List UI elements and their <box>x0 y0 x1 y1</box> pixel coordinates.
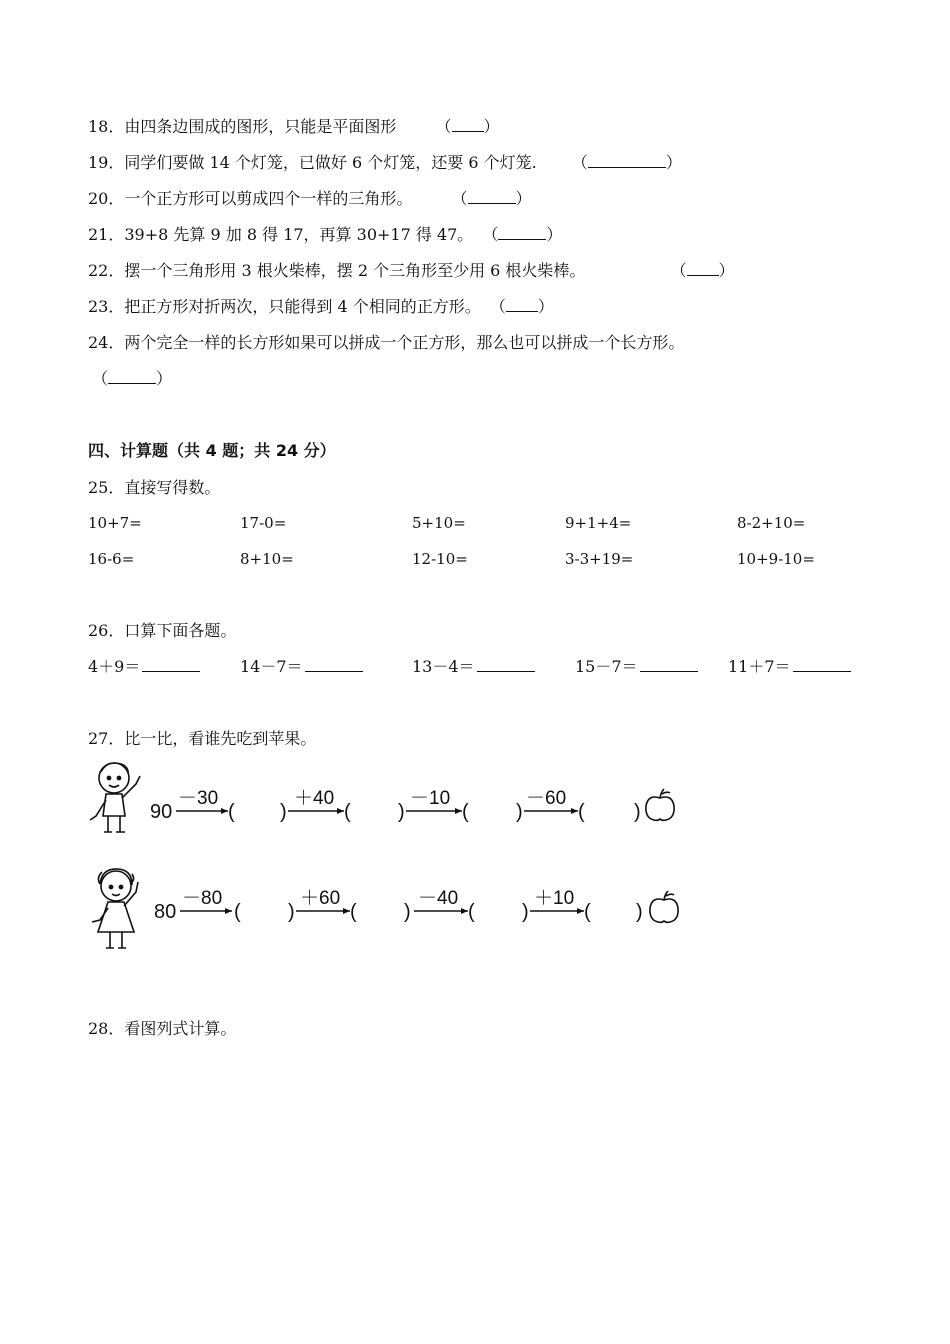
boy-start-number: 90 <box>150 801 173 823</box>
oral-calc-item: 4＋9＝ <box>88 656 200 678</box>
svg-text:＋40: ＋40 <box>294 788 335 809</box>
answer-paren[interactable]: （ ） <box>670 261 735 280</box>
question-19: 19．同学们要做 14 个灯笼，已做好 6 个灯笼，还要 6 个灯笼. （ ） <box>88 153 682 172</box>
step-op <box>526 788 566 809</box>
calc-item: 10+9-10= <box>737 550 815 568</box>
answer-paren[interactable]: （ ） <box>482 225 563 244</box>
question-23: 23．把正方形对折两次，只能得到 4 个相同的正方形。 （ ） <box>88 297 554 316</box>
svg-text:－10: －10 <box>410 788 451 809</box>
section-heading: 四、计算题（共 4 题；共 24 分） <box>88 441 336 460</box>
girl-start-number: 80 <box>154 901 177 923</box>
question-28-title: 28．看图列式计算。 <box>88 1019 237 1038</box>
question-20: 20．一个正方形可以剪成四个一样的三角形。 （ ） <box>88 189 532 208</box>
step-op <box>534 888 574 909</box>
answer-slot[interactable] <box>360 896 400 922</box>
svg-text:): ) <box>288 901 295 923</box>
answer-slot[interactable] <box>238 796 278 822</box>
question-25-title: 25．直接写得数。 <box>88 478 221 497</box>
calc-item: 12-10= <box>412 550 468 568</box>
answer-slot[interactable] <box>594 896 634 922</box>
answer-paren[interactable]: （ ） <box>489 297 554 316</box>
answer-blank[interactable] <box>477 657 535 672</box>
svg-text:＋10: ＋10 <box>534 888 575 909</box>
question-21: 21．39+8 先算 9 加 8 得 17，再算 30+17 得 47。 （ ） <box>88 225 563 244</box>
svg-text:): ) <box>634 801 641 823</box>
girl-chain <box>84 864 704 958</box>
answer-blank[interactable] <box>640 657 698 672</box>
svg-text:(: ( <box>350 901 357 923</box>
step-op <box>300 888 340 909</box>
svg-text:): ) <box>398 801 405 823</box>
oral-calc-item: 11＋7＝ <box>728 656 851 678</box>
answer-slot[interactable] <box>588 796 628 822</box>
boy-chain <box>84 758 704 848</box>
oral-calc-item: 15－7＝ <box>575 656 698 678</box>
svg-text:－80: －80 <box>182 888 223 909</box>
boy-figure-icon <box>90 763 140 832</box>
answer-paren[interactable]: （ ） <box>451 189 532 208</box>
calc-item: 10+7= <box>88 514 142 532</box>
svg-text:(: ( <box>344 801 351 823</box>
answer-paren[interactable]: （ ） <box>435 117 500 136</box>
calc-item: 16-6= <box>88 550 135 568</box>
answer-slot[interactable] <box>354 796 394 822</box>
girl-figure-icon <box>92 869 138 948</box>
oral-calc-item: 13－4＝ <box>412 656 535 678</box>
svg-text:): ) <box>522 901 529 923</box>
oral-calc-item: 14－7＝ <box>240 656 363 678</box>
step-op <box>294 788 334 809</box>
calc-item: 5+10= <box>412 514 466 532</box>
calc-item: 3-3+19= <box>565 550 634 568</box>
svg-text:(: ( <box>584 901 591 923</box>
answer-slot[interactable] <box>244 896 284 922</box>
svg-text:＋60: ＋60 <box>300 888 341 909</box>
answer-slot[interactable] <box>478 896 518 922</box>
svg-text:): ) <box>636 901 643 923</box>
svg-text:(: ( <box>578 801 585 823</box>
svg-text:(: ( <box>234 901 241 923</box>
svg-text:): ) <box>404 901 411 923</box>
question-22: 22．摆一个三角形用 3 根火柴棒，摆 2 个三角形至少用 6 根火柴棒。 （ ） <box>88 261 735 280</box>
svg-text:): ) <box>280 801 287 823</box>
svg-text:(: ( <box>468 901 475 923</box>
answer-blank[interactable] <box>793 657 851 672</box>
svg-text:): ) <box>516 801 523 823</box>
apple-icon <box>646 789 674 820</box>
calc-item: 17-0= <box>240 514 287 532</box>
svg-text:(: ( <box>228 801 235 823</box>
question-18: 18．由四条边围成的图形，只能是平面图形 （ ） <box>88 117 500 136</box>
calc-item: 9+1+4= <box>565 514 632 532</box>
step-op <box>178 788 218 809</box>
answer-paren[interactable]: （ ） <box>571 153 682 172</box>
svg-text:－40: －40 <box>418 888 459 909</box>
step-op <box>182 888 222 909</box>
svg-text:－30: －30 <box>178 788 219 809</box>
question-24: 24．两个完全一样的长方形如果可以拼成一个正方形，那么也可以拼成一个长方形。 <box>88 333 685 352</box>
svg-text:－60: －60 <box>526 788 567 809</box>
answer-blank[interactable] <box>142 657 200 672</box>
svg-text:(: ( <box>462 801 469 823</box>
question-27-title: 27．比一比，看谁先吃到苹果。 <box>88 729 317 748</box>
question-26-title: 26．口算下面各题。 <box>88 621 237 640</box>
step-op <box>418 888 458 909</box>
calc-item: 8+10= <box>240 550 294 568</box>
apple-icon <box>650 891 678 922</box>
answer-blank[interactable] <box>305 657 363 672</box>
answer-paren[interactable]: （ ） <box>92 369 173 388</box>
answer-slot[interactable] <box>472 796 512 822</box>
calc-item: 8-2+10= <box>737 514 806 532</box>
step-op <box>410 788 450 809</box>
